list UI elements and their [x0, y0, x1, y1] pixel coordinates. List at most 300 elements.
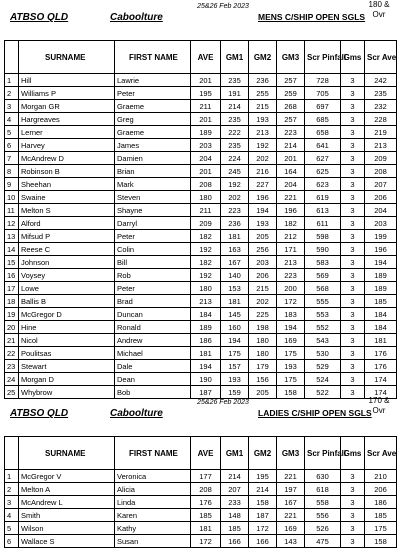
cell-game-2: 195 [249, 470, 277, 483]
cell-scratch-average: 176 [365, 347, 397, 360]
column-header-game-2: GM2 [249, 41, 277, 74]
cell-game-1: 148 [221, 509, 249, 522]
cell-scratch-pinfall: 627 [305, 152, 341, 165]
cell-scratch-pinfall: 641 [305, 139, 341, 152]
cell-game-3: 223 [277, 126, 305, 139]
cell-rank: 15 [5, 256, 19, 269]
cell-rank: 1 [5, 470, 19, 483]
cell-scratch-pinfall: 552 [305, 321, 341, 334]
cell-scratch-average: 174 [365, 373, 397, 386]
cell-scratch-average: 206 [365, 191, 397, 204]
cell-games: 3 [341, 483, 365, 496]
cell-average: 208 [191, 178, 221, 191]
cell-first-name: Peter [115, 282, 191, 295]
cell-scratch-pinfall: 524 [305, 373, 341, 386]
cell-game-1: 167 [221, 256, 249, 269]
mens-date: 25&26 Feb 2023 [197, 3, 249, 10]
table-row [5, 295, 397, 308]
column-header-game-3: GM3 [277, 437, 305, 470]
cell-rank: 14 [5, 243, 19, 256]
cell-scratch-pinfall: 529 [305, 360, 341, 373]
table-row [5, 522, 397, 535]
cell-game-2: 205 [249, 386, 277, 399]
cell-games: 3 [341, 347, 365, 360]
cell-game-2: 227 [249, 178, 277, 191]
column-header-scratch-average: Scr Ave [365, 437, 397, 470]
cell-games: 3 [341, 282, 365, 295]
cell-scratch-average: 194 [365, 256, 397, 269]
table-row [5, 535, 397, 548]
cell-surname: Nicol [19, 334, 115, 347]
ladies-date: 25&26 Feb 2023 [197, 399, 249, 406]
cell-average: 182 [191, 230, 221, 243]
cell-game-1: 145 [221, 308, 249, 321]
cell-rank: 4 [5, 509, 19, 522]
cell-scratch-average: 189 [365, 269, 397, 282]
cell-game-1: 214 [221, 470, 249, 483]
cell-scratch-pinfall: 569 [305, 269, 341, 282]
cell-average: 203 [191, 139, 221, 152]
table-row [5, 282, 397, 295]
column-header-surname: SURNAME [19, 437, 115, 470]
cell-rank: 5 [5, 126, 19, 139]
cell-game-3: 194 [277, 321, 305, 334]
cell-game-1: 223 [221, 204, 249, 217]
cell-game-3: 172 [277, 295, 305, 308]
cell-rank: 19 [5, 308, 19, 321]
cell-first-name: Damien [115, 152, 191, 165]
cell-rank: 1 [5, 74, 19, 87]
cell-scratch-pinfall: 728 [305, 74, 341, 87]
table-row [5, 100, 397, 113]
cell-average: 182 [191, 256, 221, 269]
mens-header [4, 0, 396, 40]
cell-scratch-pinfall: 555 [305, 295, 341, 308]
cell-scratch-average: 204 [365, 204, 397, 217]
cell-game-1: 185 [221, 522, 249, 535]
cell-rank: 2 [5, 87, 19, 100]
cell-surname: McAndrew L [19, 496, 115, 509]
cell-game-1: 245 [221, 165, 249, 178]
cell-average: 192 [191, 269, 221, 282]
cell-game-3: 201 [277, 152, 305, 165]
ladies-header [4, 396, 396, 436]
column-header-games: Gms [341, 41, 365, 74]
cell-games: 3 [341, 256, 365, 269]
cell-game-3: 143 [277, 535, 305, 548]
cell-surname: Harvey [19, 139, 115, 152]
cell-games: 3 [341, 360, 365, 373]
mens-section [4, 0, 396, 399]
column-header-first-name: FIRST NAME [115, 41, 191, 74]
cell-game-2: 202 [249, 295, 277, 308]
cell-game-2: 215 [249, 282, 277, 295]
table-row [5, 126, 397, 139]
cell-game-2: 255 [249, 87, 277, 100]
column-header-scratch-pinfall: Scr Pinfall [305, 41, 341, 74]
cell-rank: 9 [5, 178, 19, 191]
cell-scratch-average: 213 [365, 139, 397, 152]
cell-game-3: 257 [277, 74, 305, 87]
cell-first-name: Karen [115, 509, 191, 522]
cell-rank: 18 [5, 295, 19, 308]
cell-scratch-average: 181 [365, 334, 397, 347]
cell-average: 172 [191, 535, 221, 548]
cell-games: 3 [341, 230, 365, 243]
cell-scratch-average: 184 [365, 308, 397, 321]
cell-games: 3 [341, 243, 365, 256]
cell-scratch-pinfall: 598 [305, 230, 341, 243]
cell-surname: Swaine [19, 191, 115, 204]
table-row [5, 243, 397, 256]
cell-game-3: 223 [277, 269, 305, 282]
cell-first-name: Mark [115, 178, 191, 191]
cell-surname: Morgan GR [19, 100, 115, 113]
cell-scratch-pinfall: 556 [305, 509, 341, 522]
cell-game-3: 221 [277, 509, 305, 522]
cell-rank: 13 [5, 230, 19, 243]
cell-average: 185 [191, 509, 221, 522]
column-header-average: AVE [191, 41, 221, 74]
cell-first-name: Michael [115, 347, 191, 360]
cell-game-3: 183 [277, 308, 305, 321]
cell-surname: Sheehan [19, 178, 115, 191]
cell-average: 180 [191, 191, 221, 204]
mens-avg-note: 180 & Ovr [368, 0, 390, 19]
cell-surname: McAndrew D [19, 152, 115, 165]
cell-game-2: 156 [249, 373, 277, 386]
cell-average: 204 [191, 152, 221, 165]
column-header-first-name: FIRST NAME [115, 437, 191, 470]
table-row [5, 204, 397, 217]
column-header-games: Gms [341, 437, 365, 470]
cell-game-2: 225 [249, 308, 277, 321]
cell-surname: Poulitsas [19, 347, 115, 360]
cell-surname: Morgan D [19, 373, 115, 386]
cell-surname: Stewart [19, 360, 115, 373]
cell-scratch-average: 232 [365, 100, 397, 113]
cell-surname: McGregor V [19, 470, 115, 483]
cell-first-name: Graeme [115, 100, 191, 113]
cell-game-2: 203 [249, 256, 277, 269]
cell-game-2: 236 [249, 74, 277, 87]
mens-location: Caboolture [110, 12, 163, 23]
cell-rank: 23 [5, 360, 19, 373]
cell-scratch-average: 219 [365, 126, 397, 139]
cell-first-name: Kathy [115, 522, 191, 535]
cell-average: 189 [191, 126, 221, 139]
cell-rank: 10 [5, 191, 19, 204]
cell-game-3: 196 [277, 204, 305, 217]
cell-game-2: 158 [249, 496, 277, 509]
cell-scratch-pinfall: 697 [305, 100, 341, 113]
cell-game-1: 236 [221, 217, 249, 230]
mens-title: MENS C/SHIP OPEN SGLS [258, 12, 366, 22]
cell-scratch-pinfall: 611 [305, 217, 341, 230]
cell-average: 189 [191, 321, 221, 334]
table-row [5, 74, 397, 87]
cell-first-name: Shayne [115, 204, 191, 217]
cell-game-1: 166 [221, 535, 249, 548]
cell-game-1: 175 [221, 347, 249, 360]
column-header-game-1: GM1 [221, 437, 249, 470]
table-row [5, 509, 397, 522]
cell-first-name: James [115, 139, 191, 152]
cell-scratch-pinfall: 705 [305, 87, 341, 100]
cell-games: 3 [341, 74, 365, 87]
cell-first-name: Steven [115, 191, 191, 204]
cell-surname: Lerner [19, 126, 115, 139]
cell-scratch-pinfall: 613 [305, 204, 341, 217]
ladies-avg-note: 170 & Ovr [368, 396, 390, 415]
cell-average: 194 [191, 360, 221, 373]
cell-rank: 17 [5, 282, 19, 295]
table-row [5, 191, 397, 204]
cell-average: 184 [191, 308, 221, 321]
cell-scratch-pinfall: 558 [305, 496, 341, 509]
cell-scratch-pinfall: 590 [305, 243, 341, 256]
cell-game-3: 204 [277, 178, 305, 191]
cell-scratch-average: 228 [365, 113, 397, 126]
table-row [5, 308, 397, 321]
cell-game-1: 159 [221, 386, 249, 399]
table-row [5, 87, 397, 100]
cell-game-2: 192 [249, 139, 277, 152]
cell-game-1: 214 [221, 100, 249, 113]
cell-average: 192 [191, 243, 221, 256]
cell-first-name: Susan [115, 535, 191, 548]
cell-game-3: 221 [277, 191, 305, 204]
ladies-org: ATBSO QLD [10, 408, 69, 419]
cell-surname: Smith [19, 509, 115, 522]
cell-scratch-pinfall: 658 [305, 126, 341, 139]
cell-game-3: 169 [277, 334, 305, 347]
cell-scratch-average: 203 [365, 217, 397, 230]
column-header-average: AVE [191, 437, 221, 470]
cell-scratch-pinfall: 543 [305, 334, 341, 347]
cell-game-2: 193 [249, 113, 277, 126]
cell-game-3: 182 [277, 217, 305, 230]
cell-scratch-average: 158 [365, 535, 397, 548]
cell-games: 3 [341, 178, 365, 191]
cell-game-2: 256 [249, 243, 277, 256]
cell-scratch-pinfall: 619 [305, 191, 341, 204]
cell-rank: 24 [5, 373, 19, 386]
cell-game-3: 214 [277, 139, 305, 152]
cell-rank: 3 [5, 100, 19, 113]
cell-surname: Hine [19, 321, 115, 334]
cell-game-1: 192 [221, 178, 249, 191]
cell-first-name: Ronald [115, 321, 191, 334]
cell-game-3: 175 [277, 347, 305, 360]
table-row [5, 334, 397, 347]
cell-rank: 20 [5, 321, 19, 334]
column-header-game-1: GM1 [221, 41, 249, 74]
cell-scratch-pinfall: 522 [305, 386, 341, 399]
cell-game-1: 163 [221, 243, 249, 256]
cell-rank: 12 [5, 217, 19, 230]
cell-games: 3 [341, 217, 365, 230]
cell-game-3: 259 [277, 87, 305, 100]
column-header-game-2: GM2 [249, 437, 277, 470]
ladies-title: LADIES C/SHIP OPEN SGLS [258, 408, 372, 418]
table-row [5, 113, 397, 126]
cell-game-2: 216 [249, 165, 277, 178]
cell-average: 181 [191, 522, 221, 535]
cell-game-3: 169 [277, 522, 305, 535]
cell-game-1: 194 [221, 334, 249, 347]
cell-game-1: 160 [221, 321, 249, 334]
cell-game-1: 235 [221, 74, 249, 87]
mens-header-row [5, 41, 397, 74]
cell-first-name: Peter [115, 230, 191, 243]
column-header-scratch-average: Scr Ave [365, 41, 397, 74]
cell-game-2: 214 [249, 483, 277, 496]
cell-game-3: 257 [277, 113, 305, 126]
ladies-section [4, 396, 396, 548]
cell-game-1: 191 [221, 87, 249, 100]
table-row [5, 139, 397, 152]
cell-game-1: 235 [221, 113, 249, 126]
cell-surname: Melton A [19, 483, 115, 496]
cell-surname: Voysey [19, 269, 115, 282]
column-header-rank [5, 41, 19, 74]
cell-average: 213 [191, 295, 221, 308]
cell-game-1: 157 [221, 360, 249, 373]
cell-game-2: 179 [249, 360, 277, 373]
cell-scratch-average: 209 [365, 152, 397, 165]
cell-surname: Ballis B [19, 295, 115, 308]
cell-scratch-average: 186 [365, 496, 397, 509]
cell-game-2: 166 [249, 535, 277, 548]
cell-rank: 6 [5, 535, 19, 548]
ladies-header-row [5, 437, 397, 470]
cell-surname: McGregor D [19, 308, 115, 321]
cell-rank: 11 [5, 204, 19, 217]
cell-games: 3 [341, 204, 365, 217]
cell-rank: 2 [5, 483, 19, 496]
cell-games: 3 [341, 334, 365, 347]
cell-game-2: 198 [249, 321, 277, 334]
cell-average: 186 [191, 334, 221, 347]
cell-first-name: Lawrie [115, 74, 191, 87]
cell-scratch-pinfall: 475 [305, 535, 341, 548]
cell-rank: 7 [5, 152, 19, 165]
table-row [5, 373, 397, 386]
cell-first-name: Bob [115, 386, 191, 399]
table-row [5, 483, 397, 496]
cell-surname: Mifsud P [19, 230, 115, 243]
cell-average: 187 [191, 386, 221, 399]
cell-games: 3 [341, 386, 365, 399]
cell-games: 3 [341, 269, 365, 282]
cell-game-2: 194 [249, 204, 277, 217]
cell-game-3: 171 [277, 243, 305, 256]
cell-average: 181 [191, 347, 221, 360]
cell-game-1: 140 [221, 269, 249, 282]
cell-first-name: Alicia [115, 483, 191, 496]
cell-games: 3 [341, 522, 365, 535]
cell-scratch-average: 210 [365, 470, 397, 483]
cell-surname: Wallace S [19, 535, 115, 548]
cell-game-1: 153 [221, 282, 249, 295]
cell-game-2: 180 [249, 334, 277, 347]
cell-games: 3 [341, 496, 365, 509]
cell-scratch-average: 242 [365, 74, 397, 87]
cell-rank: 6 [5, 139, 19, 152]
cell-scratch-pinfall: 625 [305, 165, 341, 178]
cell-first-name: Andrew [115, 334, 191, 347]
cell-game-3: 193 [277, 360, 305, 373]
cell-scratch-average: 207 [365, 178, 397, 191]
table-row [5, 217, 397, 230]
cell-first-name: Duncan [115, 308, 191, 321]
column-header-rank [5, 437, 19, 470]
cell-game-1: 193 [221, 373, 249, 386]
cell-game-3: 164 [277, 165, 305, 178]
cell-games: 3 [341, 100, 365, 113]
cell-scratch-average: 174 [365, 386, 397, 399]
cell-rank: 21 [5, 334, 19, 347]
cell-average: 195 [191, 87, 221, 100]
cell-games: 3 [341, 165, 365, 178]
cell-scratch-average: 175 [365, 522, 397, 535]
table-row [5, 269, 397, 282]
cell-games: 3 [341, 509, 365, 522]
cell-game-3: 158 [277, 386, 305, 399]
cell-game-3: 268 [277, 100, 305, 113]
cell-game-3: 175 [277, 373, 305, 386]
table-row [5, 347, 397, 360]
cell-rank: 4 [5, 113, 19, 126]
cell-game-1: 224 [221, 152, 249, 165]
cell-game-3: 213 [277, 256, 305, 269]
cell-surname: Hargreaves [19, 113, 115, 126]
cell-game-2: 187 [249, 509, 277, 522]
cell-game-1: 233 [221, 496, 249, 509]
cell-surname: Whybrow [19, 386, 115, 399]
cell-first-name: Brian [115, 165, 191, 178]
cell-rank: 5 [5, 522, 19, 535]
cell-surname: Reese C [19, 243, 115, 256]
cell-games: 3 [341, 373, 365, 386]
cell-games: 3 [341, 139, 365, 152]
cell-game-1: 222 [221, 126, 249, 139]
column-header-surname: SURNAME [19, 41, 115, 74]
cell-game-2: 213 [249, 126, 277, 139]
ladies-results-table [4, 436, 397, 548]
cell-average: 211 [191, 204, 221, 217]
cell-game-2: 196 [249, 191, 277, 204]
cell-games: 3 [341, 308, 365, 321]
cell-game-1: 181 [221, 230, 249, 243]
cell-scratch-average: 176 [365, 360, 397, 373]
cell-average: 176 [191, 496, 221, 509]
table-row [5, 256, 397, 269]
cell-first-name: Dean [115, 373, 191, 386]
cell-scratch-pinfall: 623 [305, 178, 341, 191]
cell-surname: Johnson [19, 256, 115, 269]
cell-surname: Williams P [19, 87, 115, 100]
cell-first-name: Peter [115, 87, 191, 100]
cell-game-3: 167 [277, 496, 305, 509]
cell-average: 201 [191, 113, 221, 126]
table-row [5, 496, 397, 509]
cell-scratch-pinfall: 568 [305, 282, 341, 295]
cell-game-2: 172 [249, 522, 277, 535]
cell-first-name: Veronica [115, 470, 191, 483]
cell-games: 3 [341, 126, 365, 139]
